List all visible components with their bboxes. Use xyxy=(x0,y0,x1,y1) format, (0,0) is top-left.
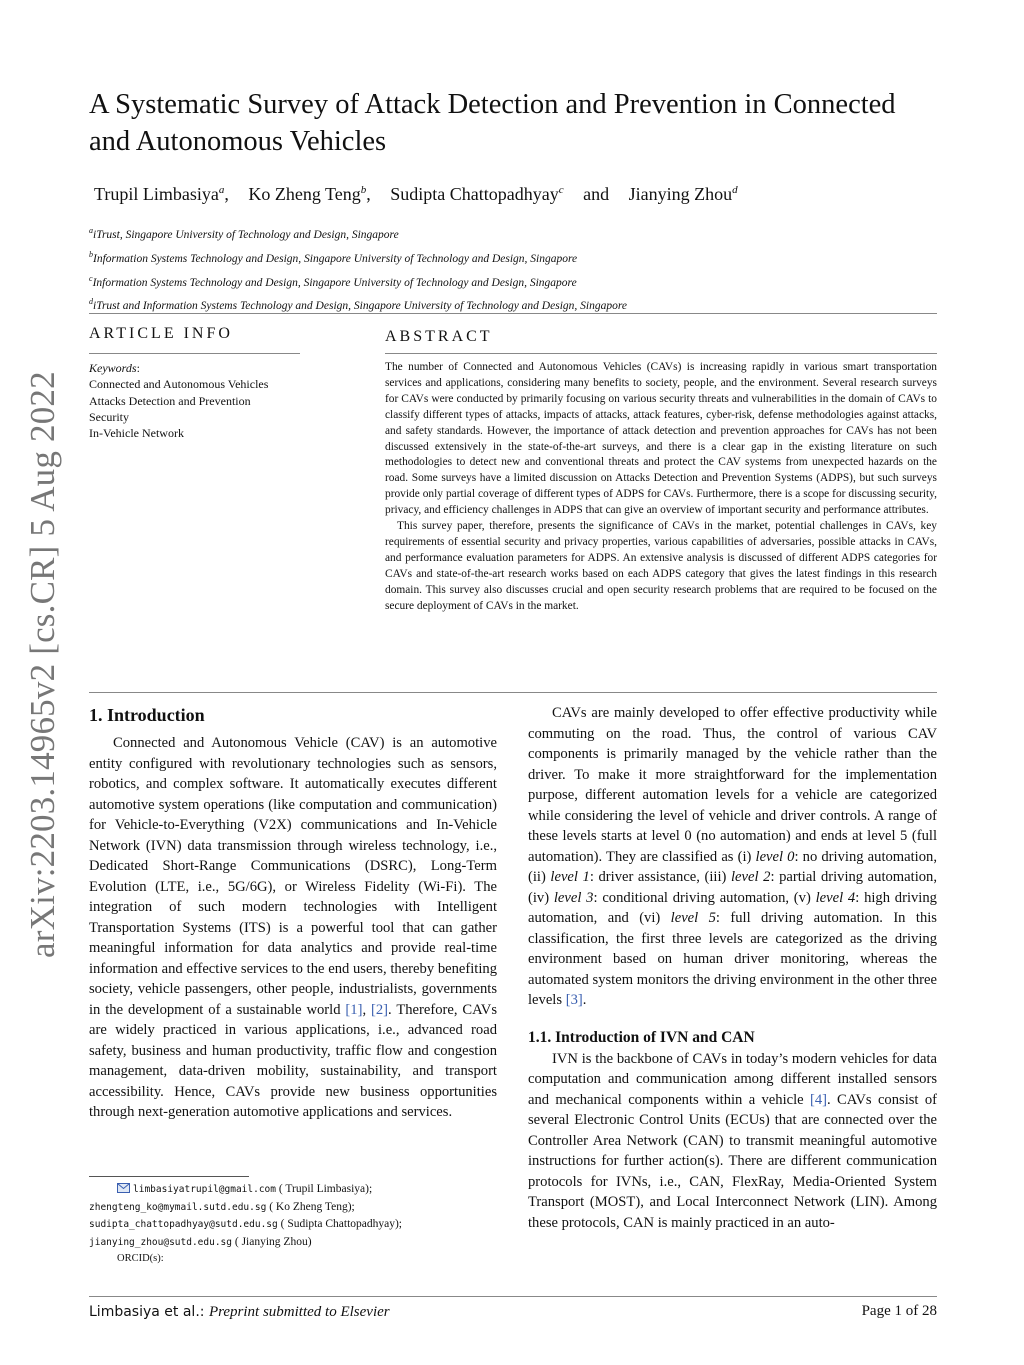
keywords-label-text: Keywords xyxy=(89,361,137,375)
email-link[interactable]: jianying_zhou@sutd.edu.sg xyxy=(89,1236,232,1248)
abstract-end-rule xyxy=(89,692,937,693)
email-link[interactable]: limbasiyatrupil@gmail.com xyxy=(133,1184,276,1195)
level-term: level 3 xyxy=(553,889,594,906)
intro-paragraph-2 xyxy=(528,703,937,1011)
intro-text: . xyxy=(582,992,587,1008)
author-name: Jianying Zhou xyxy=(628,184,733,204)
keywords-label xyxy=(89,360,309,376)
header-rule xyxy=(89,313,937,314)
affiliation-text: iTrust and Information Systems Technology and Design, Singapore University of Technology and Design, Singapore xyxy=(93,300,627,313)
level-term: level 0 xyxy=(755,848,795,865)
intro-text: : partial driving automation, (iv) xyxy=(528,869,937,906)
arxiv-sidebar-stamp: arXiv:2203.14965v2 [cs.CR] 5 Aug 2022 xyxy=(23,371,62,959)
citation-link[interactable]: [3] xyxy=(565,992,583,1008)
affiliation-b xyxy=(89,245,949,269)
abstract-heading: ABSTRACT xyxy=(385,328,493,345)
author-list xyxy=(94,178,954,206)
footer-citation xyxy=(89,1304,390,1321)
footer-status: Preprint submitted to Elsevier xyxy=(208,1304,390,1320)
footnote-name: ( Ko Zheng Teng); xyxy=(266,1200,355,1213)
level-term: level 4 xyxy=(815,889,856,906)
citation-link[interactable]: [4] xyxy=(809,1091,828,1108)
keyword-item: Connected and Autonomous Vehicles xyxy=(89,377,269,392)
footnote-name: ( Trupil Limbasiya); xyxy=(276,1183,373,1195)
author-sup: b xyxy=(360,184,367,196)
left-column xyxy=(89,703,497,1123)
intro-text: , xyxy=(362,1001,371,1018)
abstract-paragraph-1: The number of Connected and Autonomous Vehicles (CAVs) is increasing rapidly in various smart transportation services and applications, considering many benefits to society, people, and the environment. Several research surveys for CAVs were conducted by primarily focusing on various security threats and vulnerabilities in the domain of CAVs to classify different types of attacks, impacts of attacks, attack features, cyber-risk, defense methodologies against attacks, and safety standards. However, the importance of attack detection and prevention approaches for CAVs has not been discussed extensively in the state-of-the-art surveys, and there is a clear gap in the existing literature on such methodologies to detect new and conventional threats and protect the CAV systems from unexpected hazards on the road. Some surveys have a limited discussion on Attacks Detection and Prevention Systems (ADPS), but such surveys provide only partial coverage of different types of ADPS for CAVs. Furthermore, there is a scope for discussing security, privacy, and efficiency challenges in ADPS that can give an overview of important security and performance attributes. xyxy=(385,361,937,517)
keywords-colon: : xyxy=(136,361,140,375)
keywords-block xyxy=(89,360,309,441)
affiliations xyxy=(89,221,949,316)
footnotes xyxy=(89,1181,499,1268)
citation-link[interactable]: [2] xyxy=(371,1001,389,1018)
intro-text: : conditional driving automation, (v) xyxy=(593,889,816,906)
author-sep: , xyxy=(366,184,371,204)
intro-text: Connected and Autonomous Vehicle (CAV) is an automotive entity configured with revolutionary technologies such as sensors, robotics, and complex software. It automatically executes different automotive system operations (like computation and communication) for Vehicle-to-Everything (V2X) communications and In-Vehicle Network (IVN) data transmission through wireless technology, i.e., Dedicated Short-Range Communications (DSRC), Long-Term Evolution (LTE, i.e., 5G/6G), or Wireless Fidelity (Wi-Fi). The integration of such modern technologies with Intelligent Transportation Systems (ITS) is a powerful tool that can gather meaningful information for data analytics and provide real-time information and effective services to the end users, thereby benefiting society, vehicle passengers, other people, industrialists, governments in the development of a sustainable world xyxy=(89,735,497,1018)
affiliation-c xyxy=(89,269,949,293)
abstract-paragraph-2: This survey paper, therefore, presents the significance of CAVs in the market, potential challenges in CAVs, key requirements of essential security and privacy properties, various capabilities of adversaries, possible attacks in CAVs, and performance evaluation parameters for ADPS. An extensive analysis is discussed of different ADPS categories for CAVs and state-of-the-art research works based on each ADPS category that gives the latest findings in this research domain. This survey also discusses crucial and open security research problems that are required to be focused on the secure deployment of CAVs in the market. xyxy=(385,520,937,612)
email-link[interactable]: zhengteng_ko@mymail.sutd.edu.sg xyxy=(89,1201,267,1213)
footnote-line-2 xyxy=(89,1199,499,1217)
intro-text: : driver assistance, (iii) xyxy=(589,869,731,885)
ivn-can-heading: 1.1. Introduction of IVN and CAN xyxy=(528,1028,755,1046)
intro-text: : no driving automation, (ii) xyxy=(528,848,937,885)
footer-authors: Limbasiya et al. xyxy=(89,1304,200,1320)
title-line-2: and Autonomous Vehicles xyxy=(89,126,387,157)
affiliation-sup: b xyxy=(89,249,93,259)
abstract-rule xyxy=(385,353,937,354)
affiliation-sup: d xyxy=(89,297,93,307)
author-sep: , xyxy=(224,184,229,204)
paper-title xyxy=(89,86,949,160)
affiliation-text: Information Systems Technology and Design, Singapore University of Technology and Design, Singapore xyxy=(93,252,578,265)
affiliation-sup: c xyxy=(89,273,93,283)
intro-paragraph-1 xyxy=(89,733,497,1123)
intro-text: . Therefore, CAVs are widely practiced in various applications, i.e., advanced road safety, business and human productivity, traffic flow and congestion management, data-driven mobility, sustainability, and transport accessibility. Hence, CAVs provide new business opportunities through next-generation automotive applications and services. xyxy=(89,1001,497,1120)
author-1 xyxy=(94,184,229,204)
footnote-rule xyxy=(89,1176,249,1177)
keyword-item: Security xyxy=(89,409,129,424)
footnote-name: ( Jianying Zhou) xyxy=(232,1235,312,1248)
affiliation-text: Information Systems Technology and Design, Singapore University of Technology and Design, Singapore xyxy=(92,276,577,289)
footer-colon: : xyxy=(199,1304,209,1320)
article-info-rule xyxy=(89,353,300,354)
author-sup: a xyxy=(218,184,225,196)
ivn-paragraph-1 xyxy=(528,1049,937,1234)
author-and: and xyxy=(583,184,610,204)
envelope-icon xyxy=(117,1183,130,1193)
author-name: Trupil Limbasiya xyxy=(94,184,219,204)
level-term: level 2 xyxy=(731,869,771,885)
affiliation-text: iTrust, Singapore University of Technology and Design, Singapore xyxy=(93,228,399,241)
author-3 xyxy=(390,184,563,204)
author-name: Sudipta Chattopadhyay xyxy=(390,184,559,204)
level-term: level 5 xyxy=(670,910,716,926)
affiliation-a xyxy=(89,221,949,245)
keyword-item: In-Vehicle Network xyxy=(89,426,184,441)
title-line-1: A Systematic Survey of Attack Detection and Prevention in Connected xyxy=(89,89,896,120)
right-column xyxy=(528,703,937,1233)
intro-text: : high driving automation, and (vi) xyxy=(528,889,937,926)
article-info-heading: ARTICLE INFO xyxy=(89,325,233,342)
level-term: level 1 xyxy=(550,869,590,885)
author-4 xyxy=(629,184,738,204)
author-2 xyxy=(248,184,370,204)
introduction-heading: 1. Introduction xyxy=(89,705,205,725)
author-sup: c xyxy=(558,184,564,196)
keyword-item: Attacks Detection and Prevention xyxy=(89,393,251,408)
orcid-label: ORCID(s): xyxy=(117,1253,164,1264)
intro-text: CAVs are mainly developed to offer effective productivity while commuting on the road. Thus, the control of various CAV components is primarily managed by the vehicle rather than the driver. To make it more straightforward for the implementation purpose, different automation levels for a vehicle are categorized while considering the level of vehicle and driver controls. A range of these levels starts at level 0 (no automation) and ends at level 5 (full automation). They are classified as (i) xyxy=(528,705,937,865)
page-number: Page 1 of 28 xyxy=(861,1303,937,1319)
citation-link[interactable]: [1] xyxy=(345,1001,363,1018)
footer-rule xyxy=(89,1296,937,1297)
footnote-line-1 xyxy=(89,1181,499,1199)
author-name: Ko Zheng Teng xyxy=(248,184,361,204)
abstract-body xyxy=(385,360,937,615)
footnote-name: ( Sudipta Chattopadhyay); xyxy=(277,1218,402,1230)
intro-text: : full driving automation. In this classification, the first three levels are categorized as the driving environment based on human driver monitoring, whereas the automated system monitors the driving environment in the other three levels xyxy=(528,910,937,1008)
footnote-line-4 xyxy=(89,1234,499,1252)
ivn-text: IVN is the backbone of CAVs in today’s modern vehicles for data computation and communication among different installed sensors and mechanical components within a vehicle xyxy=(528,1050,937,1108)
email-link[interactable]: sudipta_chattopadhyay@sutd.edu.sg xyxy=(89,1219,278,1230)
author-sup: d xyxy=(732,184,738,196)
footnote-line-3 xyxy=(89,1216,499,1234)
ivn-text: . CAVs consist of several Electronic Control Units (ECUs) that are connected over the Controller Area Network (CAN) to transmit meaningful automotive instructions for further action(s). There are different communication protocols for IVNs, i.e., CAN, FlexRay, Media-Oriented System Transport (MOST), and Local Interconnect Network (LIN). Among these protocols, CAN is mainly practiced in an auto- xyxy=(528,1091,937,1231)
affiliation-sup: a xyxy=(89,226,93,235)
